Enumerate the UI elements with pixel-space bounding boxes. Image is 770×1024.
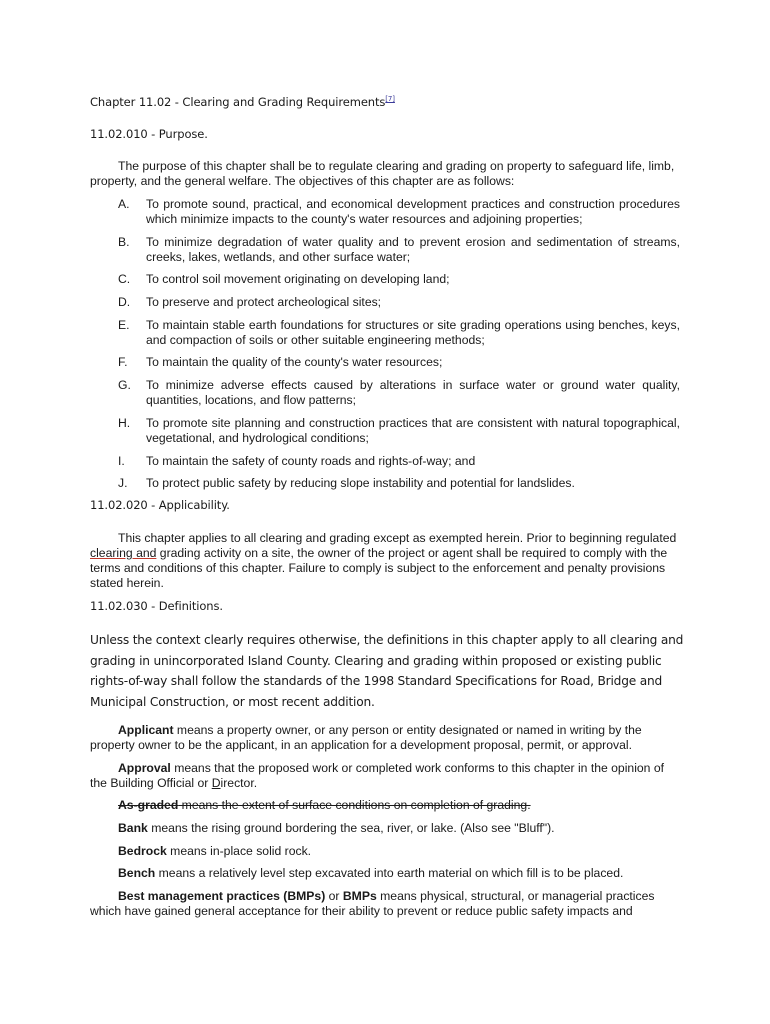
objective-text: To minimize degradation of water quality and to prevent erosion and sedimentation of streams, creeks, lakes, wetlands, and other surface water; <box>146 235 680 264</box>
definition-connector: or <box>325 889 343 903</box>
objective-letter: J. <box>118 476 128 490</box>
objective-text: To control soil movement originating on developing land; <box>146 272 450 286</box>
definition-term: Bedrock <box>118 844 167 858</box>
objective-letter: F. <box>118 355 128 369</box>
chapter-title <box>90 95 395 109</box>
applicability-text-2: grading activity on a site, the owner of the project or agent shall be required to comply with the terms and conditions of this chapter. Failure to comply is subject to the enforcement and penalty provisions stated herein. <box>90 546 668 590</box>
definition-bedrock <box>90 844 680 859</box>
objective-item <box>118 295 680 310</box>
definition-approval <box>90 761 680 791</box>
objective-letter: H. <box>118 416 131 430</box>
definition-text: means that the proposed work or completed work conforms to this chapter in the opinion of the Building Official or <box>90 761 665 790</box>
objective-item <box>118 476 680 491</box>
objective-item <box>118 272 680 287</box>
applicability-paragraph <box>90 531 680 591</box>
definition-text: means the rising ground bordering the sea, river, or lake. (Also see "Bluff"). <box>147 821 555 835</box>
definition-term: As-graded <box>118 798 179 812</box>
definition-text: means a property owner, or any person or entity designated or named in writing by the property owner to be the applicant, in an application for a development proposal, permit, or approval. <box>90 723 642 752</box>
definition-underlined-letter: D <box>211 776 221 790</box>
objective-letter: A. <box>118 197 130 211</box>
objective-letter: B. <box>118 235 130 249</box>
definition-as-graded <box>90 798 680 813</box>
objective-text: To maintain the quality of the county's water resources; <box>146 355 443 369</box>
definition-bmp <box>90 889 680 919</box>
applicability-underlined-text: clearing and <box>90 546 157 560</box>
definition-text: means a relatively level step excavated into earth material on which fill is to be placed. <box>155 866 624 880</box>
definition-text: means the extent of surface conditions on completion of grading. <box>178 798 531 812</box>
objective-text: To preserve and protect archeological sites; <box>146 295 382 309</box>
objective-item <box>118 378 680 408</box>
purpose-intro: The purpose of this chapter shall be to regulate clearing and grading on property to safeguard life, limb, property, and the general welfare. The objectives of this chapter are as follows: <box>90 159 675 188</box>
objective-letter: E. <box>118 318 130 332</box>
objective-item <box>118 197 680 227</box>
definitions-heading: 11.02.030 - Definitions. <box>90 599 223 613</box>
definitions-intro: Unless the context clearly requires otherwise, the definitions in this chapter apply to all clearing and grading in unincorporated Island County. Clearing and grading within proposed or existing public rights-of-way shall follow the standards of the 1998 Standard Specifications for Road, Bridge and Municipal Construction, or most recent addition. <box>90 633 684 709</box>
objective-text: To maintain stable earth foundations for structures or site grading operations using benches, keys, and compaction of soils or other suitable engineering methods; <box>146 318 680 347</box>
objective-item <box>118 416 680 446</box>
objective-letter: G. <box>118 378 131 392</box>
definition-term: Best management practices (BMPs) <box>118 889 326 903</box>
definition-term: Bench <box>118 866 156 880</box>
objective-text: To maintain the safety of county roads and rights-of-way; and <box>146 454 476 468</box>
objective-item <box>118 355 680 370</box>
objective-item <box>118 318 680 348</box>
objective-item <box>118 235 680 265</box>
definition-applicant <box>90 723 680 753</box>
applicability-heading: 11.02.020 - Applicability. <box>90 498 230 512</box>
chapter-title-text: Chapter 11.02 - Clearing and Grading Requirements <box>90 95 386 109</box>
definition-text-end: irector. <box>220 776 258 790</box>
objective-letter: I. <box>118 454 125 468</box>
objective-letter: C. <box>118 272 131 286</box>
purpose-heading: 11.02.010 - Purpose. <box>90 127 208 141</box>
objective-letter: D. <box>118 295 131 309</box>
definition-bench <box>90 866 680 881</box>
objective-text: To protect public safety by reducing slope instability and potential for landslides. <box>146 476 575 490</box>
objective-text: To promote site planning and construction practices that are consistent with natural topographical, vegetational, and hydrological conditions; <box>146 416 680 445</box>
definition-bank <box>90 821 680 836</box>
applicability-text-1: This chapter applies to all clearing and grading except as exempted herein. Prior to beginning regulated <box>118 531 677 545</box>
definition-text: means in-place solid rock. <box>166 844 312 858</box>
definition-term: Approval <box>118 761 171 775</box>
definition-term-alt: BMPs <box>342 889 377 903</box>
definition-text: means physical, structural, or managerial practices which have gained general acceptance for their ability to prevent or reduce public safety impacts and <box>90 889 655 918</box>
objective-text: To promote sound, practical, and economical development practices and construction procedures which minimize impacts to the county's water resources and adjoining properties; <box>146 197 680 226</box>
definition-term: Bank <box>118 821 148 835</box>
footnote-link[interactable]: [7] <box>385 95 395 104</box>
definition-term: Applicant <box>118 723 174 737</box>
objective-text: To minimize adverse effects caused by alterations in surface water or ground water quality, quantities, locations, and flow patterns; <box>146 378 680 407</box>
objective-item <box>118 454 680 469</box>
